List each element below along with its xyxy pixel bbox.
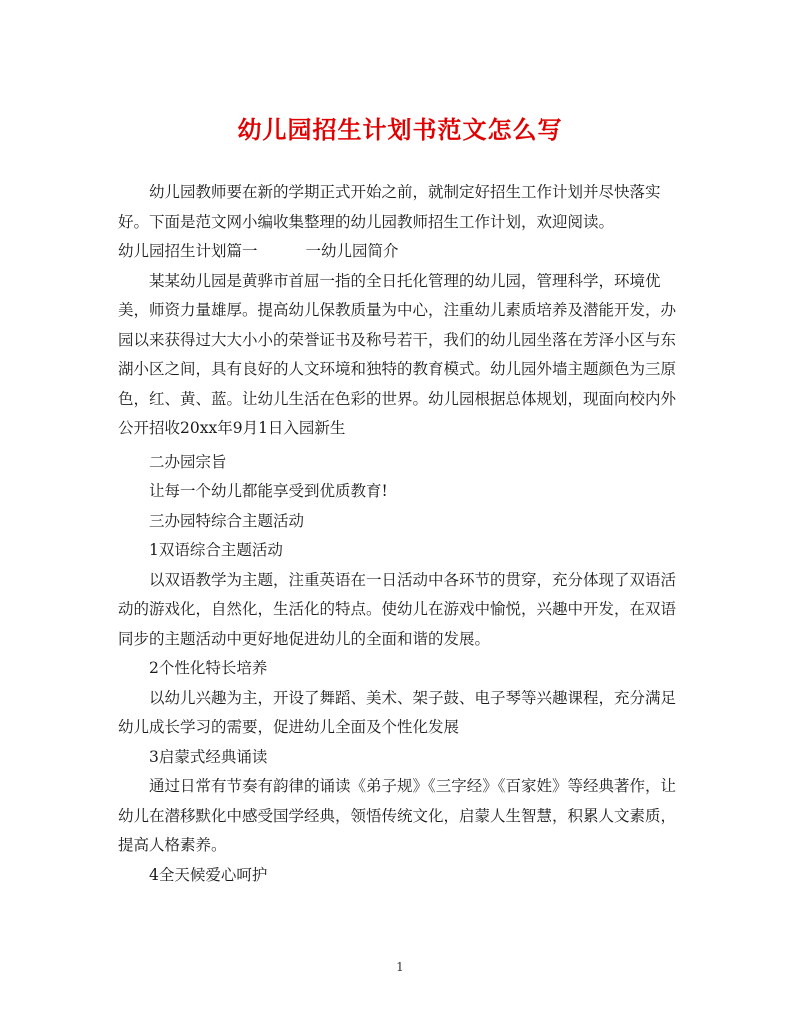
feature-2-heading: 2个性化特长培养: [149, 659, 268, 677]
feature-3-paragraph: 通过日常有节奏有韵律的诵读《弟子规》《三字经》《百家姓》等经典著作，让幼儿在潜移默化中感受国学经典，领悟传统文化，启蒙人生智慧，积累人文素质，提高人格素养。: [118, 777, 677, 854]
feature-4-heading: 4全天候爱心呵护: [149, 865, 268, 884]
feature-1-heading: 1双语综合主题活动: [149, 541, 283, 559]
feature-3-heading: 3启蒙式经典诵读: [149, 747, 268, 766]
intro-paragraph: 幼儿园教师要在新的学期正式开始之前，就制定好招生工作计划并尽快落实好。下面是范文网小编收集整理的幼儿园教师招生工作计划，欢迎阅读。: [118, 183, 661, 231]
document-title: 幼儿园招生计划书范文怎么写: [237, 115, 563, 144]
section-label: 幼儿园招生计划篇一: [118, 242, 258, 260]
section-subheading: 一幼儿园简介: [305, 242, 399, 260]
feature-2-paragraph: 以幼儿兴趣为主，开设了舞蹈、美术、架子鼓、电子琴等兴趣课程，充分满足幼儿成长学习的需要，促进幼儿全面及个性化发展: [118, 688, 677, 736]
features-heading: 三办园特综合主题活动: [149, 511, 305, 530]
feature-1-paragraph: 以双语教学为主题，注重英语在一日活动中各环节的贯穿，充分体现了双语活动的游戏化，自然化，生活化的特点。使幼儿在游戏中愉悦，兴趣中开发，在双语同步的主题活动中更好地促进幼儿的全面和谐的发展。: [118, 570, 677, 648]
purpose-heading: 二办园宗旨: [149, 452, 227, 471]
page-number: 1: [396, 960, 404, 974]
purpose-paragraph: 让每一个幼儿都能享受到优质教育!: [149, 482, 388, 500]
kindergarten-intro-paragraph: 某某幼儿园是黄骅市首屈一指的全日托化管理的幼儿园，管理科学，环境优美，师资力量雄厚。提高幼儿保教质量为中心，注重幼儿素质培养及潜能开发，办园以来获得过大大小小的荣誉证书及称号若干，我们的幼儿园坐落在芳泽小区与东湖小区之间，具有良好的人文环境和独特的教育模式。幼儿园外墙主题颜色为三原色，红、黄、蓝。让幼儿生活在色彩的世界。幼儿园根据总体规划，现面向校内外公开招收20xx年9月1日入园新生: [118, 271, 677, 437]
document-body: [118, 178, 678, 890]
section-heading: [118, 237, 678, 267]
